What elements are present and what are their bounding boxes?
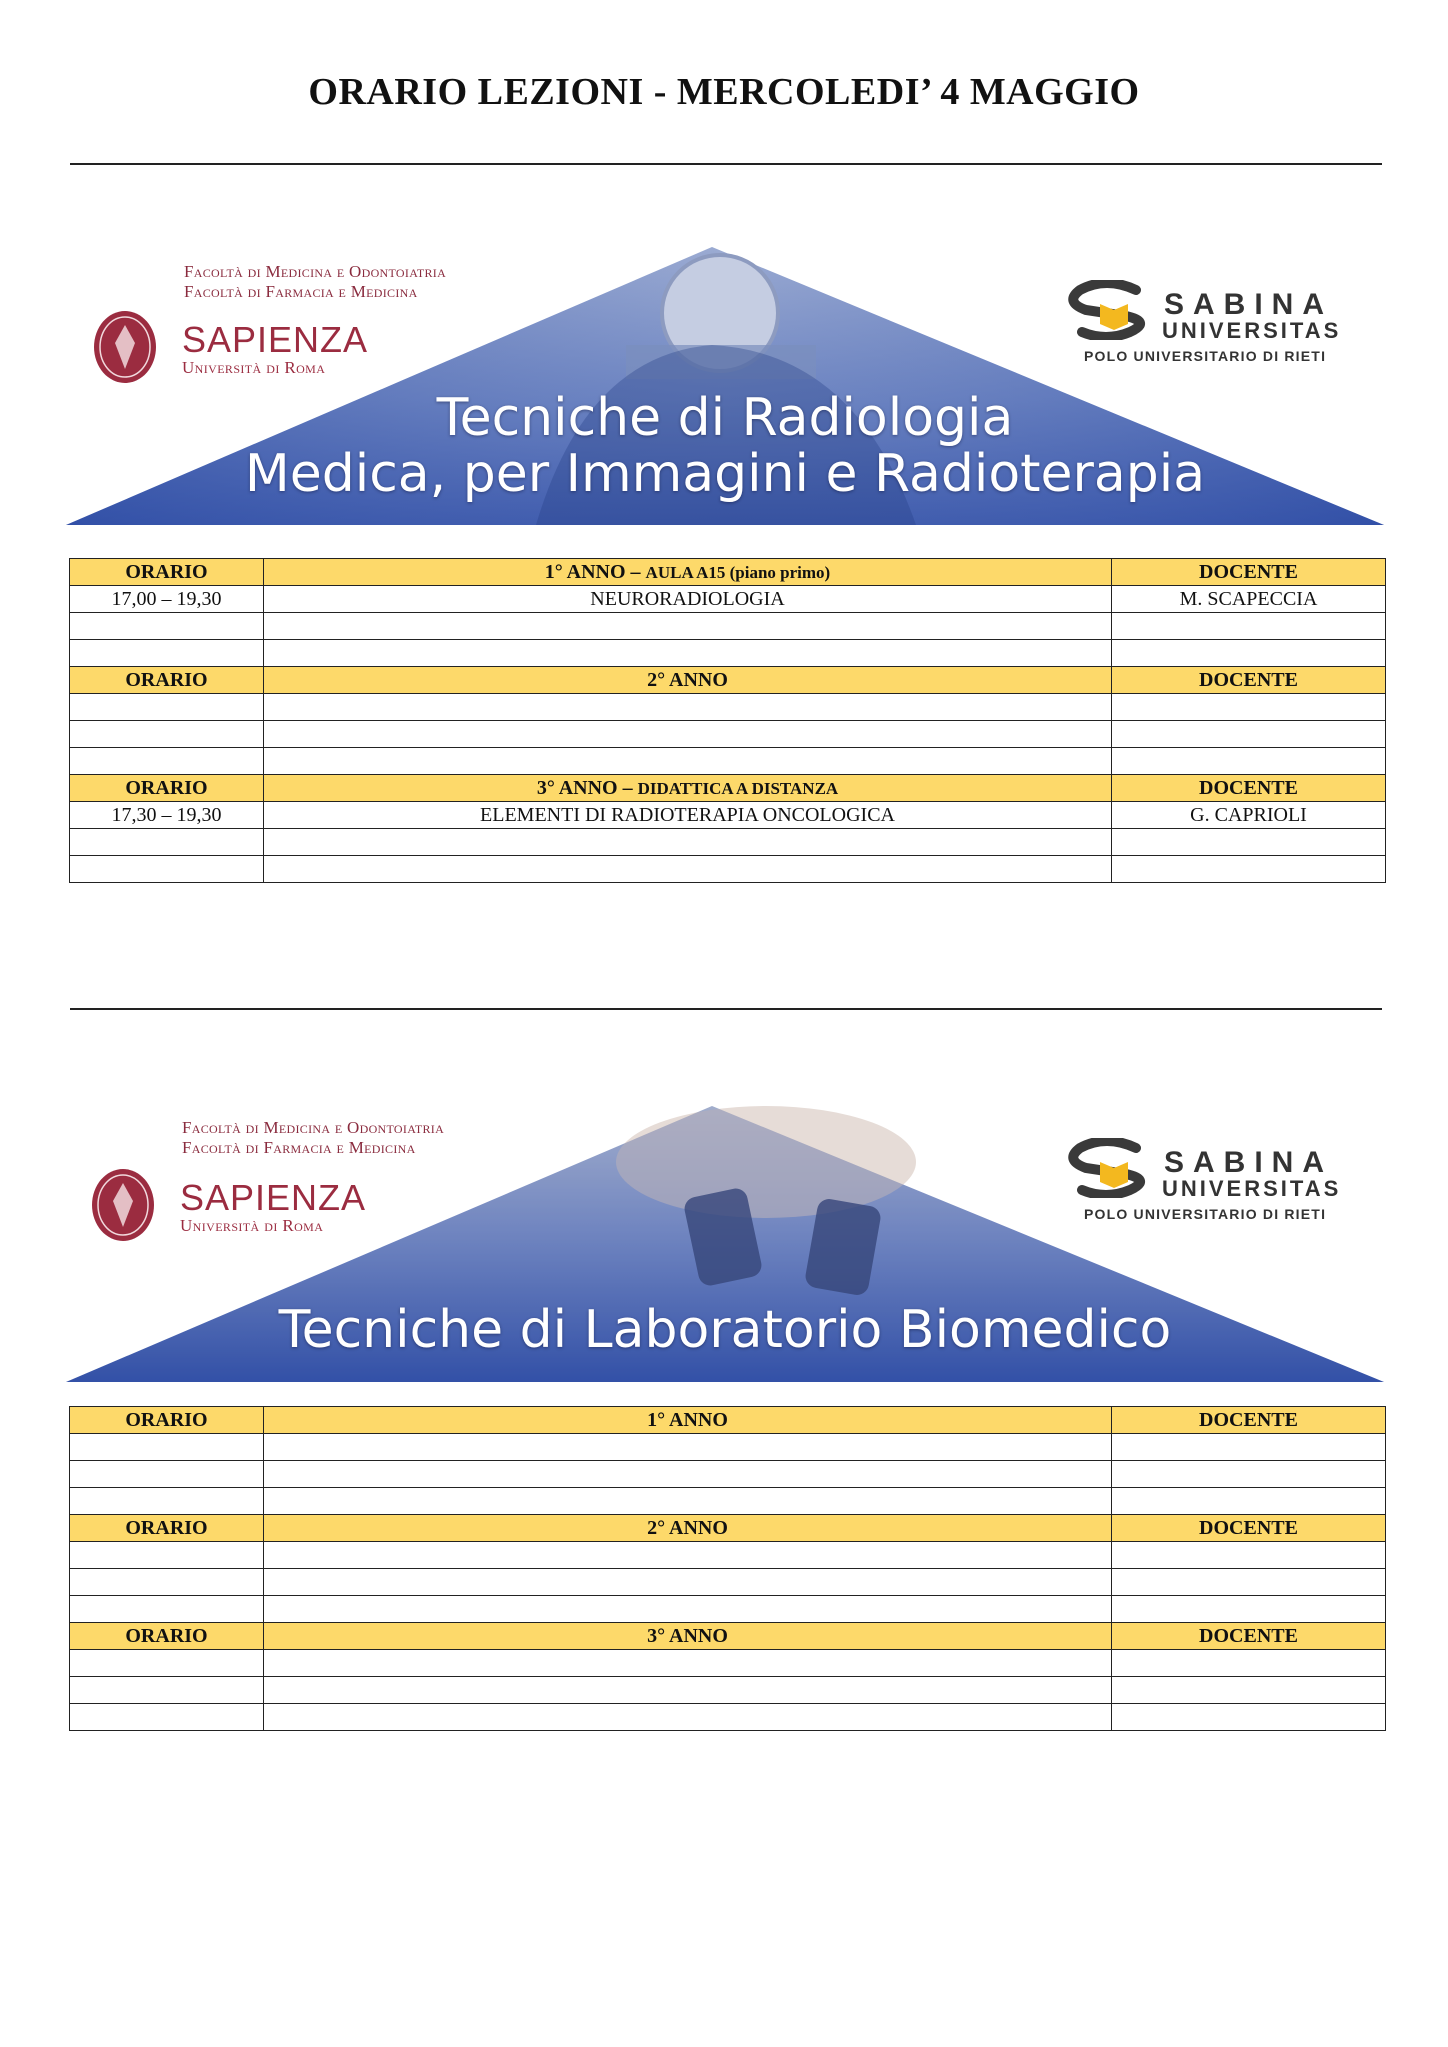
col-header-year [264,667,1112,694]
col-header-orario: ORARIO [70,1515,264,1542]
faculty-line-farmacia: Facoltà di Farmacia e Medicina [182,1138,416,1157]
cell-teacher [1112,1704,1386,1731]
cell-teacher [1112,1596,1386,1623]
cell-subject [264,829,1112,856]
cell-teacher [1112,1569,1386,1596]
cell-subject [264,694,1112,721]
divider-middle [70,1008,1382,1010]
cell-teacher [1112,1461,1386,1488]
course-title-laboratorio [66,1302,1384,1358]
cell-teacher [1112,1488,1386,1515]
cell-time [70,1542,264,1569]
cell-time [70,1461,264,1488]
table-row [70,694,1386,721]
col-header-docente: DOCENTE [1112,667,1386,694]
col-header-orario: ORARIO [70,1407,264,1434]
sapienza-subtitle: Università di Roma [180,1216,324,1235]
year-header-row [70,1623,1386,1650]
col-header-orario: ORARIO [70,667,264,694]
cell-teacher [1112,694,1386,721]
course-title-line1: Tecniche di Laboratorio Biomedico [278,1300,1172,1360]
cell-time [70,1650,264,1677]
table-row [70,1677,1386,1704]
sapienza-seal-icon [92,309,158,385]
faculty-names [184,262,446,302]
cell-time [70,1434,264,1461]
faculty-line-medicina: Facoltà di Medicina e Odontoiatria [182,1118,445,1137]
polo-rieti-text: POLO UNIVERSITARIO DI RIETI [1084,348,1327,364]
cell-teacher [1112,1434,1386,1461]
cell-time [70,829,264,856]
col-header-orario: ORARIO [70,775,264,802]
polo-rieti-text: POLO UNIVERSITARIO DI RIETI [1084,1206,1327,1222]
sabina-book-icon [1066,1138,1166,1198]
year-header-row [70,667,1386,694]
cell-subject [264,1434,1112,1461]
schedule-table-radiologia [69,558,1386,883]
cell-subject [264,856,1112,883]
cell-teacher [1112,613,1386,640]
year-label: 2° ANNO [647,668,728,691]
cell-time [70,613,264,640]
cell-time [70,1704,264,1731]
table-row [70,1461,1386,1488]
year-label: 3° ANNO – [536,776,633,799]
cell-time: 17,00 – 19,30 [70,586,264,613]
table-row [70,1542,1386,1569]
cell-teacher [1112,748,1386,775]
cell-subject [264,1488,1112,1515]
cell-teacher [1112,721,1386,748]
table-row [70,748,1386,775]
cell-subject [264,1677,1112,1704]
col-header-docente: DOCENTE [1112,559,1386,586]
cell-teacher [1112,856,1386,883]
table-row [70,1488,1386,1515]
cell-subject [264,1650,1112,1677]
cell-teacher: G. CAPRIOLI [1112,802,1386,829]
cell-teacher [1112,1542,1386,1569]
sabina-book-icon [1066,280,1166,340]
cell-teacher [1112,640,1386,667]
col-header-year: 3° ANNO [264,1623,1112,1650]
cell-time [70,748,264,775]
cell-subject [264,640,1112,667]
cell-subject [264,1569,1112,1596]
sapienza-seal-icon [90,1167,156,1243]
col-header-year: 1° ANNO [264,1407,1112,1434]
table-row [70,1596,1386,1623]
year-header-row [70,1407,1386,1434]
cell-teacher [1112,1650,1386,1677]
universitas-logo-text: UNIVERSITAS [1162,318,1342,343]
cell-teacher [1112,829,1386,856]
sapienza-logo-text: SAPIENZA [180,1177,367,1218]
cell-subject [264,1542,1112,1569]
table-row [70,802,1386,829]
year-header-row [70,775,1386,802]
table-row [70,1650,1386,1677]
cell-time [70,1677,264,1704]
sabina-logo-text: SABINA [1164,1146,1334,1179]
cell-subject [264,721,1112,748]
cell-subject [264,1461,1112,1488]
divider-top [70,163,1382,165]
cell-subject: NEURORADIOLOGIA [264,586,1112,613]
faculty-line-farmacia: Facoltà di Farmacia e Medicina [184,282,418,301]
cell-time [70,856,264,883]
table-row [70,613,1386,640]
table-row [70,640,1386,667]
col-header-orario: ORARIO [70,559,264,586]
cell-subject [264,613,1112,640]
cell-subject [264,748,1112,775]
cell-time [70,694,264,721]
sapienza-subtitle: Università di Roma [182,358,326,377]
cell-teacher [1112,1677,1386,1704]
cell-subject [264,1596,1112,1623]
cell-time [70,1488,264,1515]
cell-time [70,721,264,748]
cell-time [70,640,264,667]
col-header-year [264,775,1112,802]
course-title-line2: Medica, per Immagini e Radioterapia [244,444,1206,504]
table-row [70,1569,1386,1596]
table-row [70,721,1386,748]
cell-time [70,1596,264,1623]
year-label: 1° ANNO – [544,560,641,583]
universitas-logo-text: UNIVERSITAS [1162,1176,1342,1201]
col-header-orario: ORARIO [70,1623,264,1650]
col-header-docente: DOCENTE [1112,1407,1386,1434]
cell-time [70,1569,264,1596]
table-row [70,829,1386,856]
col-header-docente: DOCENTE [1112,1623,1386,1650]
faculty-names [182,1118,444,1158]
col-header-docente: DOCENTE [1112,775,1386,802]
col-header-year: 2° ANNO [264,1515,1112,1542]
cell-subject [264,1704,1112,1731]
year-note: AULA A15 (piano primo) [645,562,831,582]
year-note: DIDATTICA A DISTANZA [637,778,839,798]
page-title: ORARIO LEZIONI - MERCOLEDI’ 4 MAGGIO [308,71,1140,113]
col-header-year [264,559,1112,586]
schedule-table-laboratorio [69,1406,1386,1731]
year-header-row [70,1515,1386,1542]
year-header-row [70,559,1386,586]
table-row [70,1434,1386,1461]
faculty-line-medicina: Facoltà di Medicina e Odontoiatria [184,262,447,281]
cell-time: 17,30 – 19,30 [70,802,264,829]
course-title-line1: Tecniche di Radiologia [436,388,1014,448]
table-row [70,856,1386,883]
table-row [70,1704,1386,1731]
col-header-docente: DOCENTE [1112,1515,1386,1542]
table-row [70,586,1386,613]
cell-teacher: M. SCAPECCIA [1112,586,1386,613]
course-title-radiologia [66,390,1384,502]
sabina-logo-text: SABINA [1164,288,1334,321]
sapienza-logo-text: SAPIENZA [182,319,369,360]
cell-subject: ELEMENTI DI RADIOTERAPIA ONCOLOGICA [264,802,1112,829]
